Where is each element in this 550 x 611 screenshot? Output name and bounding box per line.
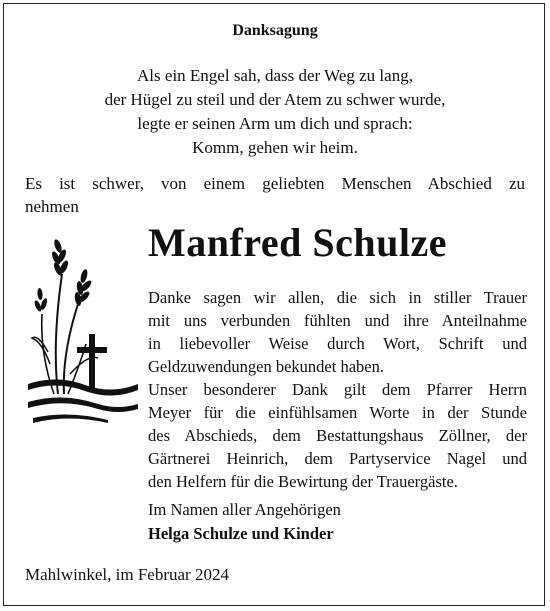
thanks-line: den Helfern für die Bewirtung der Trauergäste.: [148, 472, 458, 491]
thanks-line: des Abschieds, dem Bestattungshaus Zöllner, der: [148, 426, 527, 445]
signature-intro: Im Namen aller Angehörigen: [148, 500, 341, 519]
intro-line: nehmen: [25, 197, 79, 216]
poem-line: Als ein Engel sah, dass der Weg zu lang,: [137, 66, 413, 85]
intro-text: [25, 172, 525, 218]
thanks-line: Danke sagen wir allen, die sich in stiller Trauer: [148, 288, 527, 307]
thanks-line: Meyer für die einfühlsamen Worte in der Stunde: [148, 403, 527, 422]
intro-line: Es ist schwer, von einem geliebten Menschen Abschied zu: [25, 174, 525, 193]
notice-heading: Danksagung: [232, 22, 318, 39]
thanks-line: mit uns verbunden fühlten und ihre Anteilnahme: [148, 311, 527, 330]
poem-line: Komm, gehen wir heim.: [192, 138, 358, 157]
signature-block: [148, 498, 527, 546]
thanks-text: [148, 286, 527, 493]
thanks-line: Unser besonderer Dank gilt dem Pfarrer Herrn: [148, 380, 527, 399]
poem: [0, 64, 550, 160]
signature-names: Helga Schulze und Kinder: [148, 524, 334, 543]
deceased-name: Manfred Schulze: [148, 220, 447, 265]
place-date: Mahlwinkel, im Februar 2024: [25, 565, 229, 584]
thanks-line: Geldzuwendungen bekundet haben.: [148, 357, 384, 376]
poem-line: der Hügel zu steil und der Atem zu schwer wurde,: [104, 90, 446, 109]
wheat-cross-icon: [28, 234, 138, 424]
thanks-line: in liebevoller Weise durch Wort, Schrift und: [148, 334, 527, 353]
thanks-line: Gärtnerei Heinrich, dem Partyservice Nagel und: [148, 449, 527, 468]
poem-line: legte er seinen Arm um dich und sprach:: [137, 114, 413, 133]
